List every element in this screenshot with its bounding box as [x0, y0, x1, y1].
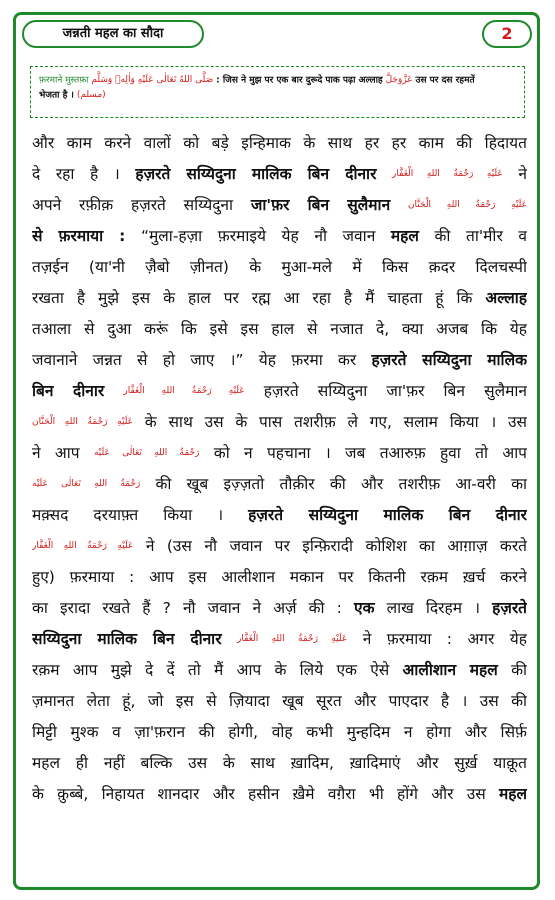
line-6	[32, 283, 527, 314]
arabic-honorific: عَلَيْهِ رَحْمَةُ اللهِ الْغَفَّار	[392, 169, 503, 179]
name-bold: हज़रते सय्यिदुना मालिक	[371, 351, 527, 369]
arabic-honorific: عَلَيْهِ رَحْمَةُ اللهِ الْغَفَّار	[32, 541, 134, 551]
line-3	[32, 190, 527, 221]
name-bold: बिन दीनार	[32, 382, 105, 400]
line-18	[32, 655, 527, 686]
line-10	[32, 407, 527, 438]
hadith-arabic-2: عَزَّوَجَلَّ	[385, 75, 413, 85]
name-bold: हज़रते सय्यिदुना मालिक बिन दीनार	[135, 165, 377, 183]
line-1	[32, 128, 527, 159]
line-21	[32, 748, 527, 779]
line-5	[32, 252, 527, 283]
arabic-honorific: رَحْمَةُ اللهِ تَعَالٰى عَلَيْه	[93, 448, 200, 458]
arabic-honorific: عَلَيْهِ رَحْمَةُ اللهِ الْحَنَّان	[407, 200, 527, 210]
text: रखता है मुझे इस के हाल पर रह्म आ रहा है मैं चाहता हूं कि	[32, 289, 473, 307]
arabic-honorific: عَلَيْهِ رَحْمَةُ اللهِ الْحَنَّان	[32, 417, 134, 427]
text: महल ही नहीं बल्कि उस के साथ ख़ादिम, ख़ादिमाएं और सुर्ख़ याक़ूत	[32, 754, 527, 772]
hadith-box	[30, 66, 525, 118]
line-4	[32, 221, 527, 252]
text: को न पहचाना । जब तआरुफ़ हुवा तो आप	[213, 444, 527, 462]
text: की खूब इज़्ज़तो तौक़ीर की और तशरीफ़ आ-वरी का	[155, 475, 527, 493]
text: ने आप	[32, 444, 80, 462]
line-17	[32, 624, 527, 655]
page-number: 2	[482, 20, 532, 48]
line-11	[32, 438, 527, 469]
text: के क़ुब्बे, निहायत शानदार और हसीन ख़ैमे वग़ैरा भी होंगे और उस	[32, 785, 486, 803]
line-12	[32, 469, 527, 500]
name-bold: हज़रते सय्यिदुना मालिक बिन दीनार	[248, 506, 527, 524]
hadith-text: : जिस ने मुझ पर एक बार दुरूदे पाक पढ़ा अल्लाह	[216, 75, 383, 86]
text: ने फ़रमाया : अगर येह	[362, 630, 527, 648]
hadith-end: उस पर दस रहमतें	[415, 75, 475, 86]
text: हज़रते सय्यिदुना जा'फ़र बिन सुलैमान	[263, 382, 527, 400]
word-bold: आलीशान महल	[402, 661, 498, 679]
text: मिट्टी मुश्क व ज़ा'फ़रान की होगी, वोह कभी मुन्हदिम न होगा और सिर्फ़	[32, 723, 527, 741]
text: रक़म आप मुझे दे दें तो मैं आप के लिये एक ऐसे	[32, 661, 390, 679]
text: मक़्सद दरयाफ़्त किया ।	[32, 506, 224, 524]
word-bold: एक	[354, 599, 375, 617]
text: की ता'मीर व	[434, 227, 527, 245]
arabic-honorific: عَلَيْهِ رَحْمَةُ اللهِ الْغَفَّار	[123, 386, 245, 396]
text: का इरादा रखते हैं ? नौ जवान ने अर्ज़ की :	[32, 599, 342, 617]
text: दे रहा है ।	[32, 165, 120, 183]
arabic-honorific: رَحْمَةُ اللهِ تَعَالٰى عَلَيْه	[32, 479, 141, 489]
text: ज़मानत लेता हूं, जो इस से ज़ियादा खूब सूरत और पाएदार है । उस की	[32, 692, 527, 710]
line-7	[32, 314, 527, 345]
page-header	[0, 0, 555, 60]
line-2	[32, 159, 527, 190]
hadith-source: (مسلم)	[76, 89, 106, 100]
hadith-line-2	[39, 88, 516, 103]
text: ने (उस नौ जवान पर इन्फ़िरादी कोशिश का आग़ाज़ करते	[145, 537, 527, 555]
name-bold: हज़रते	[492, 599, 527, 617]
text: लाख दिरहम ।	[386, 599, 480, 617]
name-bold: जा'फ़र बिन सुलैमान	[250, 196, 391, 214]
text: हुए) फ़रमाया : आप इस आलीशान मकान पर कितनी रक़म ख़र्च करने	[32, 568, 527, 586]
arabic-honorific: عَلَيْهِ رَحْمَةُ اللهِ الْغَفَّار	[237, 634, 348, 644]
line-8	[32, 345, 527, 376]
word-bold: अल्लाह	[485, 289, 527, 307]
hadith-arabic-salutation: صَلَّى اللهُ تَعَالٰى عَلَيْهِ وَاٰلِهٖ وَسَلَّم	[91, 75, 214, 85]
text: और काम करने वालों को बड़े इन्हिमाक के साथ हर हर काम की हिदायत	[32, 134, 527, 152]
word-bold: महल	[390, 227, 419, 245]
word-bold: महल	[498, 785, 527, 803]
line-15	[32, 562, 527, 593]
hadith-prefix: फ़रमाने मुस्तफ़ा	[39, 75, 89, 86]
name-bold: सय्यिदुना मालिक बिन दीनार	[32, 630, 222, 648]
text: तज़ईन (या'नी ज़ैबो ज़ीनत) के मुआ-मले में किस क़दर दिलचस्पी	[32, 258, 527, 276]
text: के साथ उस के पास तशरीफ़ ले गए, सलाम किया । उस	[144, 413, 527, 431]
line-14	[32, 531, 527, 562]
line-13	[32, 500, 527, 531]
text: अपने रफ़ीक़ हज़रते सय्यिदुना	[32, 196, 234, 214]
hadith-line-1	[39, 73, 516, 88]
text: से फ़रमाया :	[32, 227, 126, 245]
text: की	[511, 661, 527, 679]
line-9	[32, 376, 527, 407]
text: “मुला-हज़ा फ़रमाइये येह नौ जवान	[141, 227, 376, 245]
book-title: जन्नती महल का सौदा	[22, 20, 204, 48]
line-22	[32, 779, 527, 810]
line-20	[32, 717, 527, 748]
line-16	[32, 593, 527, 624]
line-19	[32, 686, 527, 717]
hadith-line2: भेजता है ।	[39, 90, 74, 100]
body-text	[32, 128, 527, 810]
text: ने	[518, 165, 527, 183]
text: तआला से दुआ करूं कि इसे इस हाल से नजात दे, क्या अजब कि येह	[32, 320, 527, 338]
text: जवानाने जन्नत से हो जाए ।” येह फ़रमा कर	[32, 351, 357, 369]
